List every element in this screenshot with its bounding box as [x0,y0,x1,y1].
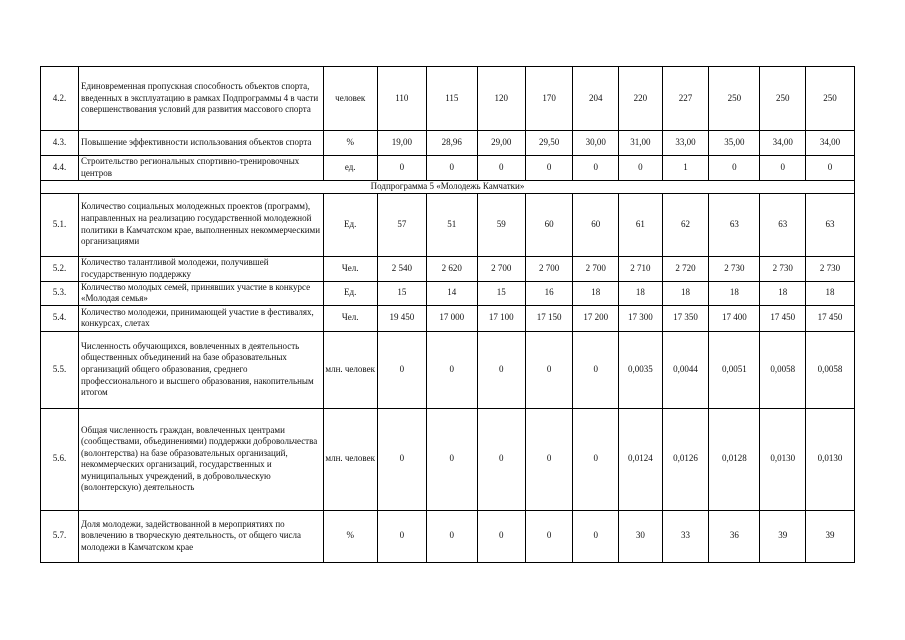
unit-cell: Чел. [323,305,377,331]
value-cell: 0,0044 [662,331,709,408]
value-cell: 17 400 [709,305,760,331]
value-cell: 0,0035 [619,331,662,408]
value-cell: 36 [709,510,760,562]
unit-cell: человек [323,67,377,131]
value-cell: 250 [806,67,855,131]
value-cell: 250 [760,67,806,131]
value-cell: 30 [619,510,662,562]
row-number: 4.4. [41,156,79,181]
table-row [41,331,855,408]
value-cell: 220 [619,67,662,131]
indicator-name: Общая численность граждан, вовлеченных центрами (сообществами, объединениями) поддержки добровольчества (волонтерства) на базе образовательных организаций, некоммерческих организаций, государственных и муниципальных учреждений, в добровольческую (волонтерскую) деятельность [79,408,324,510]
value-cell: 33,00 [662,131,709,156]
table-body [41,67,855,563]
table-row [41,305,855,331]
value-cell: 0,0128 [709,408,760,510]
value-cell: 34,00 [806,131,855,156]
value-cell: 57 [377,193,426,256]
value-cell: 2 700 [573,256,619,281]
row-number: 4.2. [41,67,79,131]
subprogram-header-row [41,181,855,194]
unit-cell: Чел. [323,256,377,281]
value-cell: 2 700 [477,256,525,281]
value-cell: 2 730 [760,256,806,281]
value-cell: 0,0130 [760,408,806,510]
value-cell: 227 [662,67,709,131]
value-cell: 0,0126 [662,408,709,510]
value-cell: 0 [477,510,525,562]
value-cell: 0 [525,408,573,510]
value-cell: 0 [477,156,525,181]
table-row [41,281,855,305]
value-cell: 16 [525,281,573,305]
value-cell: 63 [760,193,806,256]
value-cell: 204 [573,67,619,131]
value-cell: 63 [806,193,855,256]
unit-cell: Ед. [323,281,377,305]
value-cell: 29,50 [525,131,573,156]
table-row [41,510,855,562]
indicator-name: Количество талантливой молодежи, получившей государственную поддержку [79,256,324,281]
value-cell: 2 720 [662,256,709,281]
value-cell: 18 [662,281,709,305]
value-cell: 30,00 [573,131,619,156]
value-cell: 14 [426,281,477,305]
value-cell: 2 730 [806,256,855,281]
indicator-name: Повышение эффективности использования объектов спорта [79,131,324,156]
value-cell: 18 [573,281,619,305]
indicator-name: Доля молодежи, задействованной в мероприятиях по вовлечению в творческую деятельность, от общего числа молодежи в Камчатском крае [79,510,324,562]
table-row [41,131,855,156]
row-number: 5.5. [41,331,79,408]
value-cell: 0 [760,156,806,181]
value-cell: 31,00 [619,131,662,156]
table-row [41,408,855,510]
value-cell: 19,00 [377,131,426,156]
row-number: 5.3. [41,281,79,305]
value-cell: 18 [806,281,855,305]
value-cell: 2 710 [619,256,662,281]
value-cell: 18 [709,281,760,305]
value-cell: 35,00 [709,131,760,156]
value-cell: 0 [525,156,573,181]
value-cell: 2 540 [377,256,426,281]
indicator-name: Численность обучающихся, вовлеченных в деятельность общественных объединений на базе образовательных организаций общего образования, среднего профессионального и высшего образования, накопительным итогом [79,331,324,408]
value-cell: 0 [377,331,426,408]
value-cell: 15 [377,281,426,305]
value-cell: 0 [477,408,525,510]
value-cell: 0 [377,156,426,181]
value-cell: 62 [662,193,709,256]
row-number: 5.6. [41,408,79,510]
value-cell: 0 [426,331,477,408]
value-cell: 0 [573,331,619,408]
value-cell: 2 700 [525,256,573,281]
subprogram-title: Подпрограмма 5 «Молодежь Камчатки» [41,181,855,194]
value-cell: 29,00 [477,131,525,156]
unit-cell: % [323,131,377,156]
indicator-name: Строительство региональных спортивно-тренировочных центров [79,156,324,181]
indicator-name: Количество молодых семей, принявших участие в конкурсе «Молодая семья» [79,281,324,305]
value-cell: 17 450 [806,305,855,331]
value-cell: 18 [619,281,662,305]
value-cell: 17 350 [662,305,709,331]
unit-cell: ед. [323,156,377,181]
value-cell: 0 [377,408,426,510]
value-cell: 0 [426,510,477,562]
value-cell: 17 300 [619,305,662,331]
indicator-name: Количество социальных молодежных проектов (программ), направленных на реализацию государственной молодежной политики в Камчатском крае, выполненных некоммерческими организациями [79,193,324,256]
value-cell: 34,00 [760,131,806,156]
value-cell: 0 [573,408,619,510]
unit-cell: млн. человек [323,408,377,510]
value-cell: 33 [662,510,709,562]
value-cell: 0,0130 [806,408,855,510]
value-cell: 0,0058 [806,331,855,408]
value-cell: 39 [806,510,855,562]
value-cell: 39 [760,510,806,562]
value-cell: 17 000 [426,305,477,331]
value-cell: 0 [806,156,855,181]
value-cell: 0,0124 [619,408,662,510]
value-cell: 17 150 [525,305,573,331]
value-cell: 60 [573,193,619,256]
table-row [41,156,855,181]
value-cell: 15 [477,281,525,305]
value-cell: 120 [477,67,525,131]
value-cell: 18 [760,281,806,305]
value-cell: 1 [662,156,709,181]
value-cell: 0 [426,408,477,510]
row-number: 5.4. [41,305,79,331]
unit-cell: % [323,510,377,562]
value-cell: 0 [525,331,573,408]
value-cell: 0,0051 [709,331,760,408]
value-cell: 0 [525,510,573,562]
value-cell: 0 [377,510,426,562]
value-cell: 0 [709,156,760,181]
row-number: 5.2. [41,256,79,281]
value-cell: 0 [477,331,525,408]
value-cell: 0 [573,510,619,562]
value-cell: 63 [709,193,760,256]
value-cell: 0 [426,156,477,181]
value-cell: 0,0058 [760,331,806,408]
value-cell: 28,96 [426,131,477,156]
value-cell: 115 [426,67,477,131]
value-cell: 0 [619,156,662,181]
indicators-table [40,66,855,563]
value-cell: 170 [525,67,573,131]
row-number: 5.1. [41,193,79,256]
value-cell: 61 [619,193,662,256]
table-row [41,256,855,281]
value-cell: 110 [377,67,426,131]
unit-cell: Ед. [323,193,377,256]
value-cell: 59 [477,193,525,256]
table-row [41,193,855,256]
value-cell: 250 [709,67,760,131]
row-number: 5.7. [41,510,79,562]
row-number: 4.3. [41,131,79,156]
value-cell: 19 450 [377,305,426,331]
value-cell: 17 100 [477,305,525,331]
value-cell: 60 [525,193,573,256]
unit-cell: млн. человек [323,331,377,408]
value-cell: 17 450 [760,305,806,331]
table-row [41,67,855,131]
indicator-name: Количество молодежи, принимающей участие в фестивалях, конкурсах, слетах [79,305,324,331]
value-cell: 17 200 [573,305,619,331]
value-cell: 2 620 [426,256,477,281]
indicator-name: Единовременная пропускная способность объектов спорта, введенных в эксплуатацию в рамках Подпрограммы 4 в части совершенствования условий для развития массового спорта [79,67,324,131]
value-cell: 0 [573,156,619,181]
value-cell: 2 730 [709,256,760,281]
value-cell: 51 [426,193,477,256]
